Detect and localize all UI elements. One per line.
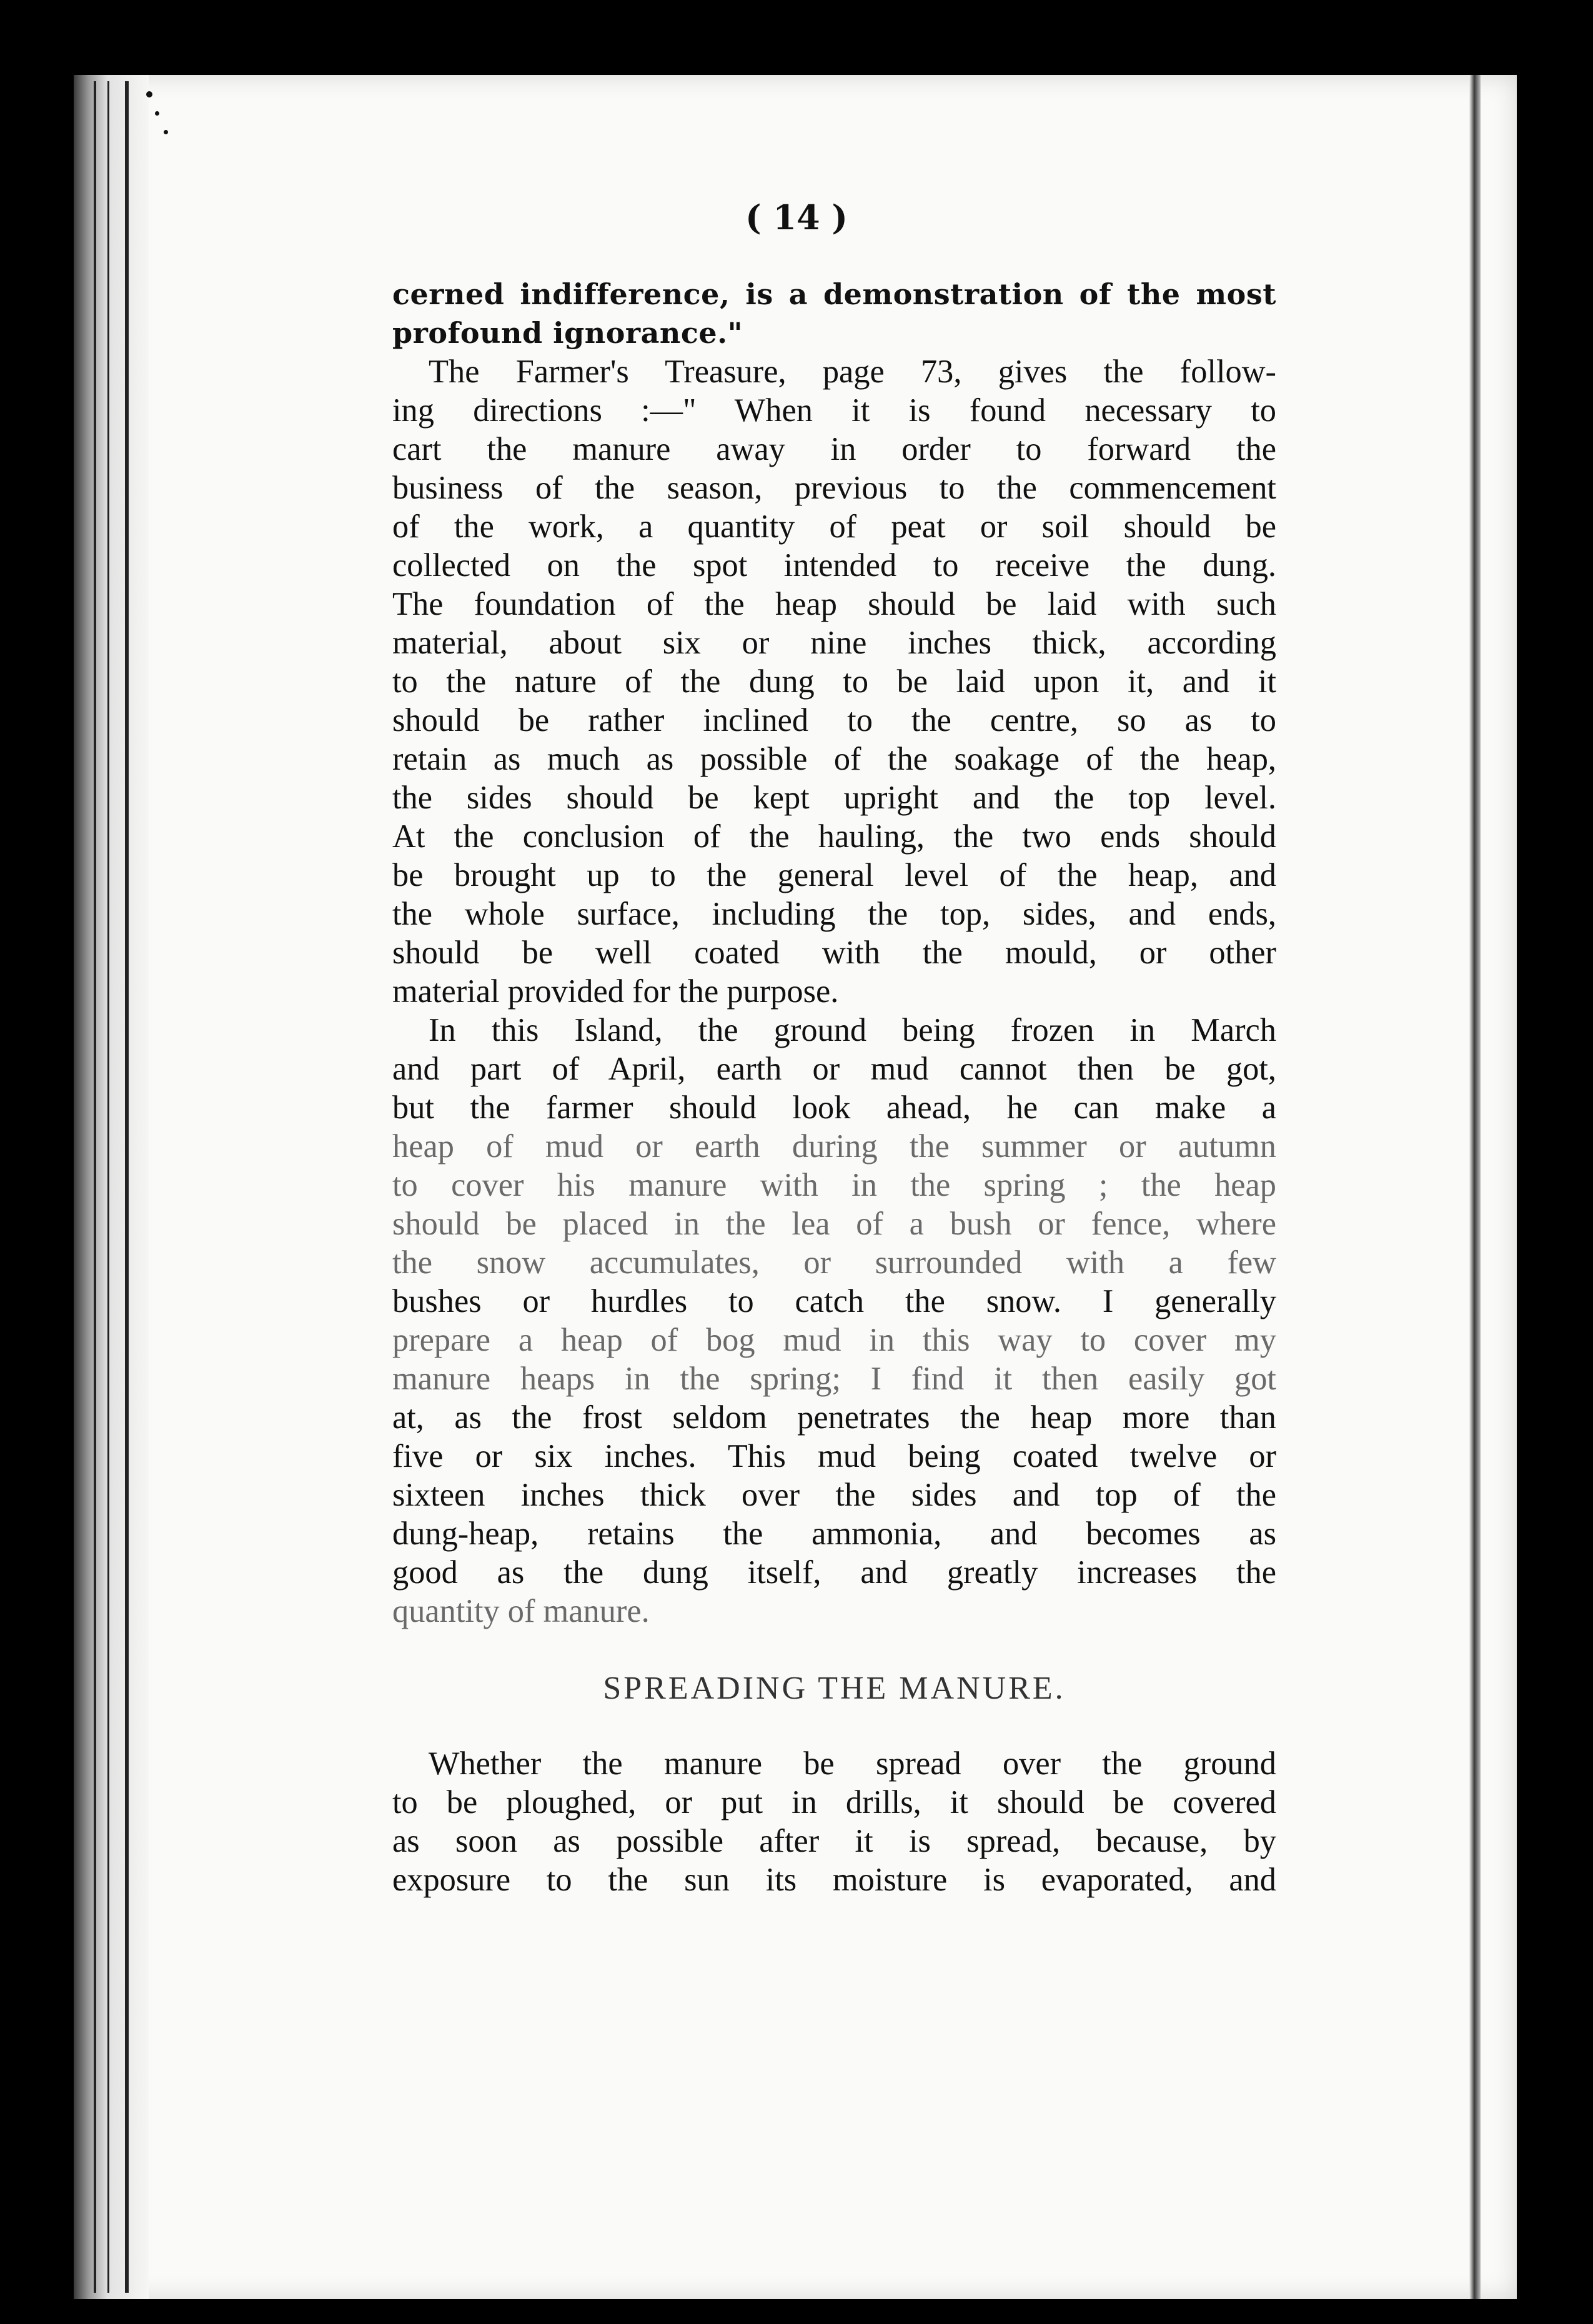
text-line: the snow accumulates, or surrounded with a few bbox=[392, 1244, 1276, 1281]
text-line: as soon as possible after it is spread, because, by bbox=[392, 1823, 1276, 1859]
text-line: collected on the spot intended to receive the dung. bbox=[392, 547, 1276, 583]
text-line: Whether the manure be spread over the ground bbox=[429, 1745, 1276, 1782]
ink-mark bbox=[155, 111, 159, 116]
ink-mark bbox=[164, 130, 168, 134]
section-heading: SPREADING THE MANURE. bbox=[603, 1671, 1066, 1706]
text-line: should be placed in the lea of a bush or fence, where bbox=[392, 1206, 1276, 1242]
text-line: The Farmer's Treasure, page 73, gives the follow- bbox=[429, 354, 1276, 390]
text-line: to the nature of the dung to be laid upon it, and it bbox=[392, 663, 1276, 700]
text-line: the whole surface, including the top, sides, and ends, bbox=[392, 896, 1276, 932]
spine-edge-line bbox=[107, 81, 109, 2293]
page-number: ( 14 ) bbox=[745, 197, 848, 237]
spine-edge-line bbox=[94, 81, 96, 2293]
text-line: material provided for the purpose. bbox=[392, 973, 839, 1010]
binding-spine bbox=[74, 75, 149, 2299]
text-line: dung-heap, retains the ammonia, and becomes as bbox=[392, 1516, 1276, 1552]
page-right-edge bbox=[1469, 75, 1481, 2299]
text-line: should be rather inclined to the centre, so as to bbox=[392, 702, 1276, 738]
text-line: to cover his manure with in the spring ; the heap bbox=[392, 1167, 1276, 1203]
text-line: but the farmer should look ahead, he can make a bbox=[392, 1090, 1276, 1126]
text-line: at, as the frost seldom penetrates the heap more than bbox=[392, 1399, 1276, 1436]
text-line: profound ignorance." bbox=[392, 316, 743, 350]
text-line: of the work, a quantity of peat or soil should be bbox=[392, 509, 1276, 545]
text-line: good as the dung itself, and greatly increases the bbox=[392, 1554, 1276, 1591]
text-line: heap of mud or earth during the summer or autumn bbox=[392, 1128, 1276, 1164]
text-line: retain as much as possible of the soakage of the heap, bbox=[392, 741, 1276, 777]
text-line: ing directions :—" When it is found necessary to bbox=[392, 392, 1276, 429]
text-line: cerned indifference, is a demonstration of the most bbox=[392, 277, 1276, 311]
text-line: In this Island, the ground being frozen in March bbox=[429, 1012, 1276, 1048]
spacer bbox=[392, 1631, 1276, 1669]
text-line: prepare a heap of bog mud in this way to cover my bbox=[392, 1322, 1276, 1358]
text-line: be brought up to the general level of the heap, and bbox=[392, 857, 1276, 893]
text-line: quantity of manure. bbox=[392, 1593, 650, 1629]
spine-edge-line bbox=[125, 81, 129, 2293]
text-line: should be well coated with the mould, or other bbox=[392, 935, 1276, 971]
text-line: cart the manure away in order to forward the bbox=[392, 431, 1276, 467]
text-line: and part of April, earth or mud cannot then be got, bbox=[392, 1051, 1276, 1087]
text-line: At the conclusion of the hauling, the two ends should bbox=[392, 818, 1276, 855]
text-line: to be ploughed, or put in drills, it should be covered bbox=[392, 1784, 1276, 1820]
spacer bbox=[392, 1708, 1276, 1744]
ink-mark bbox=[146, 91, 152, 97]
text-line: the sides should be kept upright and the top level. bbox=[392, 780, 1276, 816]
text-line: manure heaps in the spring; I find it then easily got bbox=[392, 1361, 1276, 1397]
text-line: business of the season, previous to the commencement bbox=[392, 470, 1276, 506]
text-line: five or six inches. This mud being coated twelve or bbox=[392, 1438, 1276, 1474]
text-line: material, about six or nine inches thick, according bbox=[392, 625, 1276, 661]
text-line: sixteen inches thick over the sides and top of the bbox=[392, 1477, 1276, 1513]
text-line: exposure to the sun its moisture is evaporated, and bbox=[392, 1862, 1276, 1898]
body-text bbox=[392, 275, 1276, 1899]
text-line: The foundation of the heap should be laid with such bbox=[392, 586, 1276, 622]
text-line: bushes or hurdles to catch the snow. I generally bbox=[392, 1283, 1276, 1319]
